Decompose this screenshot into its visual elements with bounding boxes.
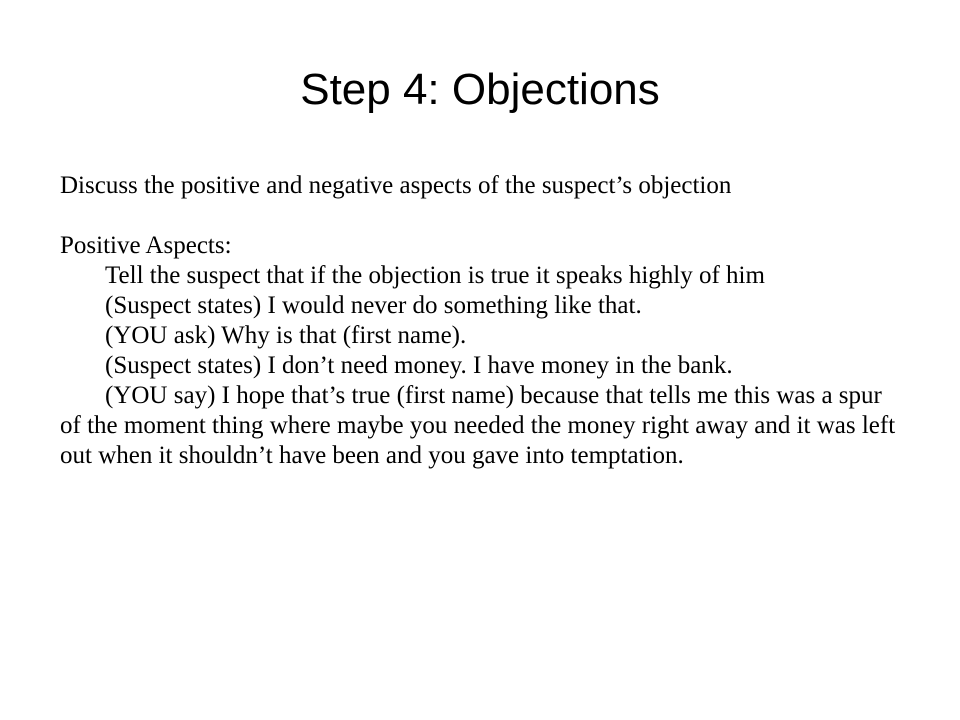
suspect-statement-1: (Suspect states) I would never do something like that.: [105, 292, 642, 319]
positive-aspect-instruction: Tell the suspect that if the objection is true it speaks highly of him: [105, 262, 765, 289]
intro-text: Discuss the positive and negative aspects of the suspect’s objection: [60, 172, 732, 199]
you-ask-line: (YOU ask) Why is that (first name).: [105, 322, 467, 349]
suspect-statement-2: (Suspect states) I don’t need money. I have money in the bank.: [105, 352, 733, 379]
paragraph-spacer: [60, 201, 905, 231]
slide-title: Step 4: Objections: [300, 65, 660, 114]
you-say-line: (YOU say) I hope that’s true (first name) because that tells me this was a spur of the moment thing where maybe you needed the money right away and it was left out when it shouldn’t have been and you gave into temptation.: [60, 382, 896, 469]
positive-aspects-heading: Positive Aspects:: [60, 232, 232, 259]
slide-body: [60, 171, 905, 471]
